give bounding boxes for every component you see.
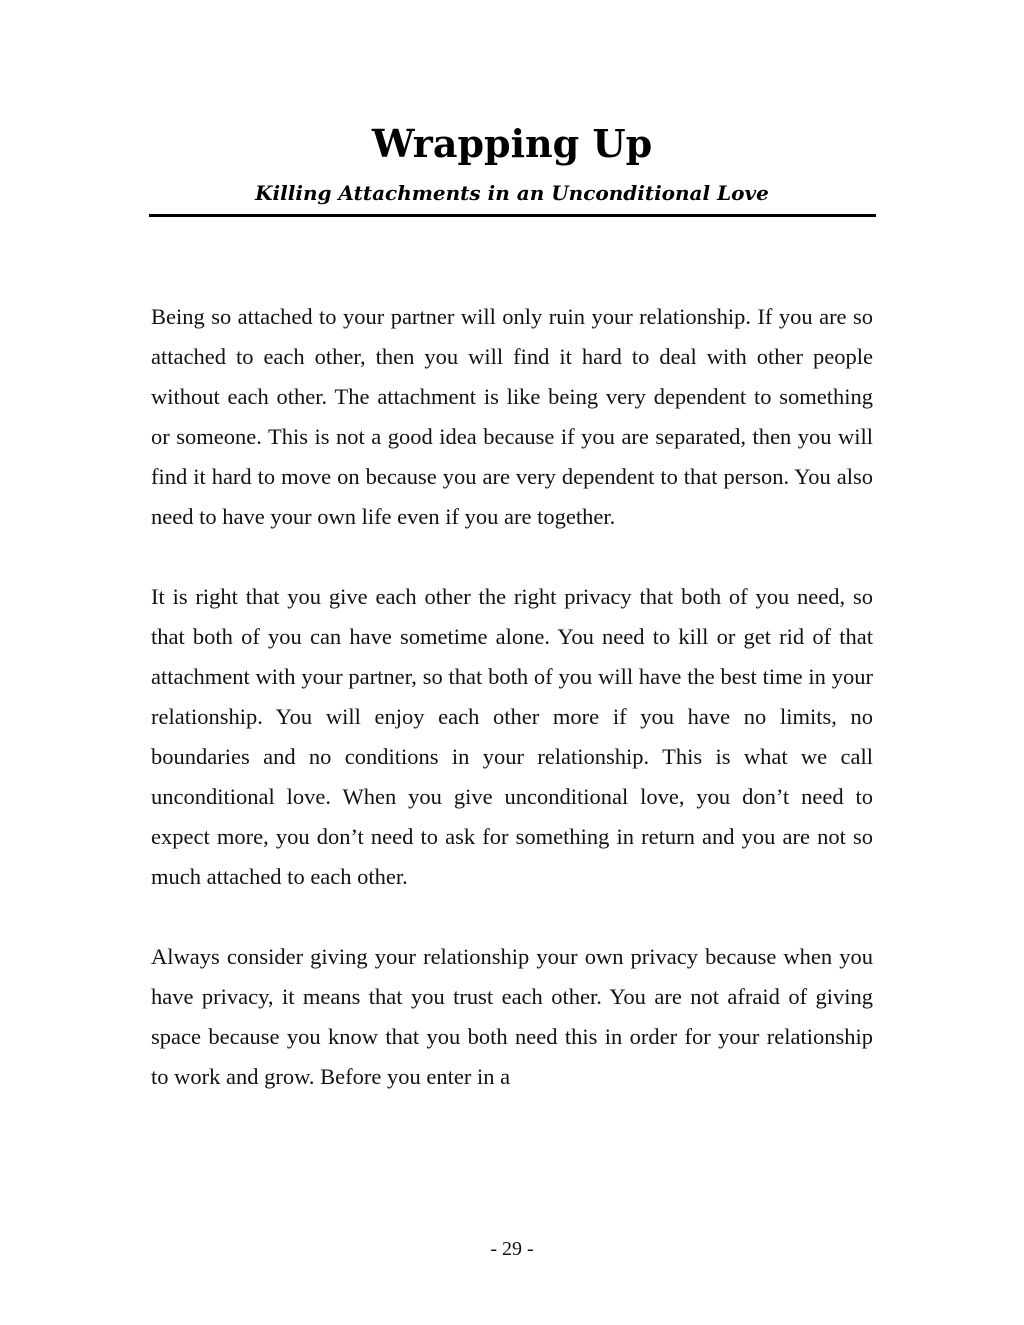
paragraph-1: Being so attached to your partner will only ruin your relationship. If you are so attached to each other, then you will find it hard to deal with other people without each other. The attachment is like being very dependent to something or someone. This is not a good idea because if you are separated, then you will find it hard to move on because you are very dependent to that person. You also need to have your own life even if you are together. [151, 304, 873, 529]
page-number: - 29 - [490, 1238, 534, 1260]
page-title: Wrapping Up [371, 121, 653, 166]
title-divider [149, 214, 876, 217]
page-subtitle: Killing Attachments in an Unconditional Love [255, 181, 769, 205]
paragraph-2: It is right that you give each other the right privacy that both of you need, so that both of you can have sometime alone. You need to kill or get rid of that attachment with your partner, so that both of you will have the best time in your relationship. You will enjoy each other more if you have no limits, no boundaries and no conditions in your relationship. This is what we call unconditional love. When you give unconditional love, you don’t need to expect more, you don’t need to ask for something in return and you are not so much attached to each other. [151, 584, 873, 889]
paragraph-3: Always consider giving your relationship your own privacy because when you have privacy, it means that you trust each other. You are not afraid of giving space because you know that you both need this in order for your relationship to work and grow. Before you enter in a [151, 944, 873, 1089]
body-text [151, 297, 873, 1137]
